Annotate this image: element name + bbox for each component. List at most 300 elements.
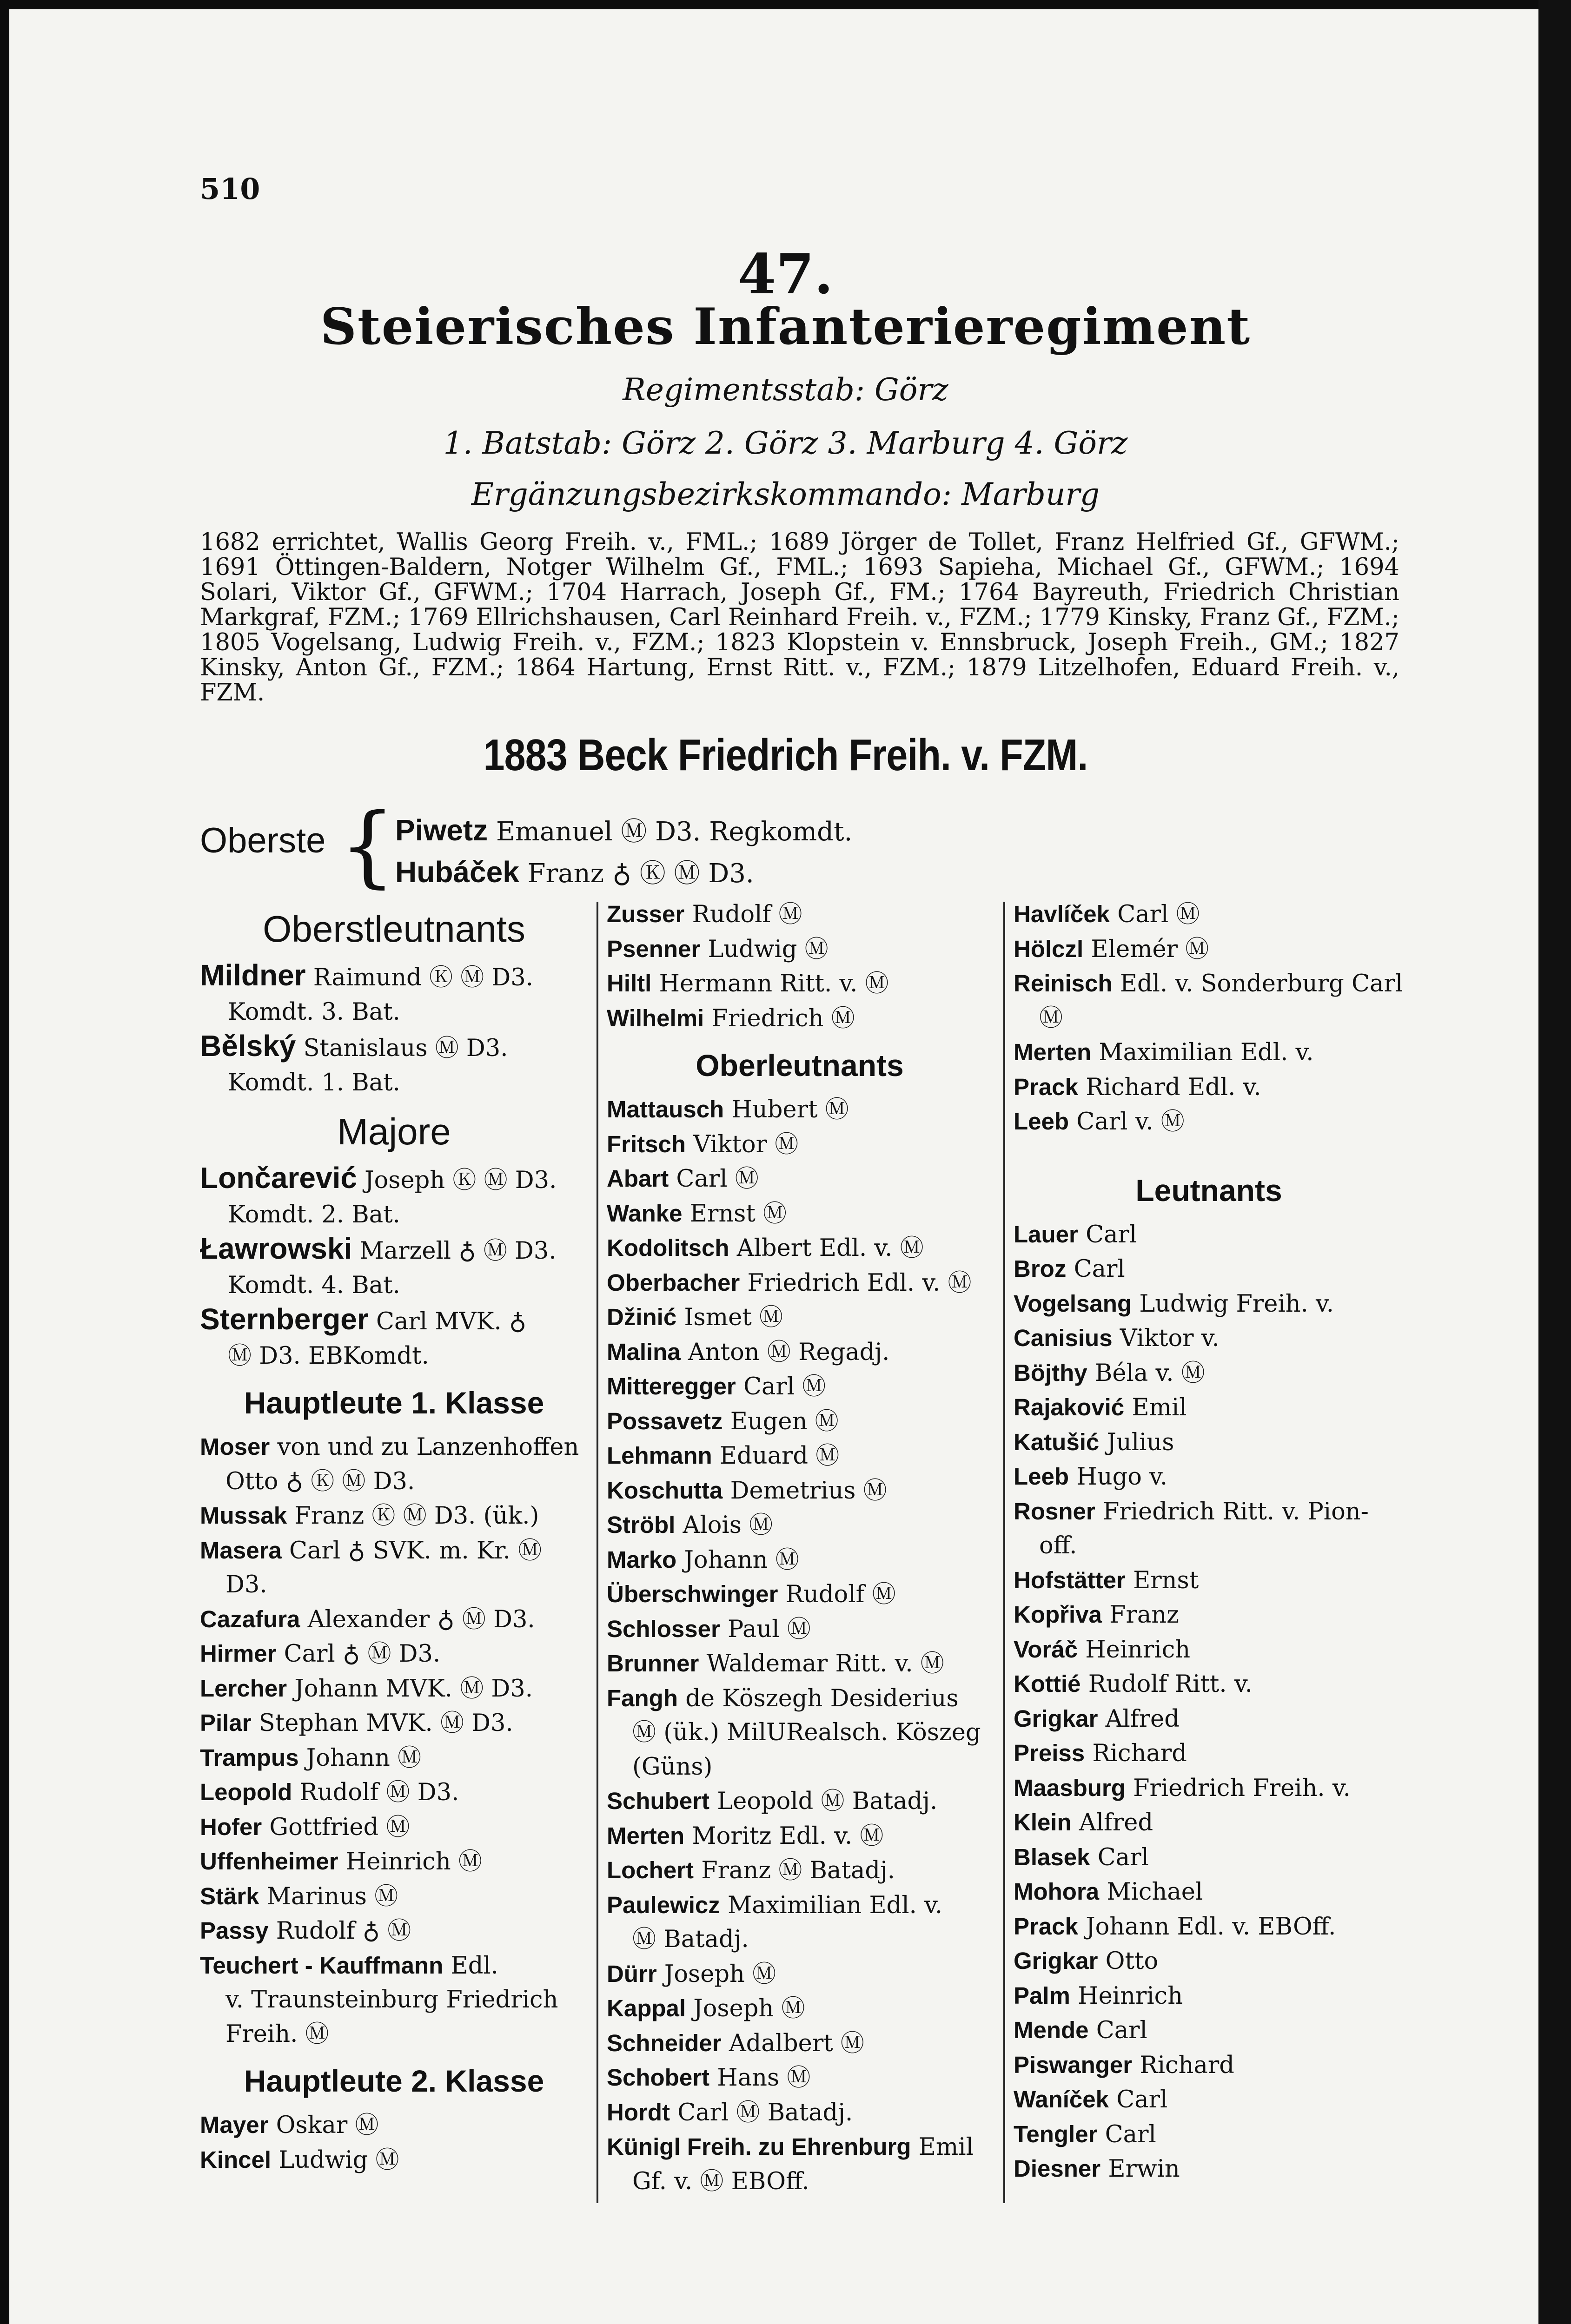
officer-entry — [1014, 1070, 1404, 1105]
officer-name: Kottié — [1014, 1670, 1081, 1697]
officer-detail: Alfred — [1105, 1705, 1180, 1733]
officer-entry — [1014, 1459, 1404, 1494]
officer-detail: Carl — [1086, 1221, 1137, 1248]
regiment-title: Steierisches Infanterieregiment — [320, 297, 1251, 356]
officer-entry — [1014, 1563, 1404, 1598]
officer-entry — [607, 1473, 993, 1508]
officer-entry — [200, 2143, 588, 2178]
officer-detail: Friedrich Ⓜ — [711, 1004, 855, 1032]
officer-name: Klein — [1014, 1809, 1072, 1835]
officer-entry — [200, 958, 588, 995]
entry-continuation: v. Traunsteinburg Friedrich — [225, 1986, 558, 2014]
officer-name: Paulewicz — [607, 1891, 720, 1918]
officer-name: Lončarević — [200, 1161, 357, 1195]
officer-detail: Friedrich Edl. v. Ⓜ — [747, 1269, 972, 1297]
officer-name: Leopold — [200, 1779, 292, 1805]
officer-entry — [1014, 1805, 1404, 1840]
officer-name: Hofer — [200, 1813, 262, 1840]
officer-name: Stärk — [200, 1882, 259, 1909]
officer-detail: Oskar Ⓜ — [276, 2112, 379, 2139]
officer-name: Ławrowski — [200, 1232, 352, 1265]
officer-detail: Maximilian Edl. v. — [728, 1891, 943, 1919]
section-heading: Oberleutnants — [696, 1048, 904, 1083]
entry-continuation: Freih. Ⓜ — [225, 2020, 329, 2048]
officer-detail: Franz Ⓜ Batadj. — [701, 1857, 895, 1884]
officer-name: Canisius — [1014, 1325, 1113, 1351]
officer-entry — [607, 1819, 993, 1854]
entry-continuation: Otto ♁ Ⓚ Ⓜ D3. — [225, 1467, 415, 1495]
officer-detail: Alexander ♁ Ⓜ D3. — [307, 1605, 535, 1633]
officer-entry — [1014, 1702, 1404, 1736]
officer-name: Merten — [607, 1822, 685, 1849]
officer-name: Böjthy — [1014, 1359, 1087, 1386]
oberleutnants-continued — [1014, 897, 1404, 1139]
officer-detail: Rudolf Ⓜ D3. — [299, 1779, 459, 1806]
officer-detail: Paul Ⓜ — [728, 1615, 811, 1643]
officer-name: Fritsch — [607, 1130, 686, 1157]
column-3 — [1014, 897, 1404, 2186]
officer-entry — [607, 1508, 993, 1543]
column-1 — [200, 897, 588, 2177]
officer-detail-line: Ⓜ D3. EBKomdt. — [228, 1342, 429, 1370]
officer-detail: Richard — [1140, 2051, 1234, 2079]
officer-entry — [1014, 1875, 1404, 1909]
officer-name: Vogelsang — [1014, 1290, 1132, 1317]
officer-entry — [607, 1991, 993, 2026]
officer-name: Palm — [1014, 1982, 1070, 2009]
officer-entry — [200, 1499, 588, 1533]
officer-detail: Michael — [1107, 1878, 1203, 1906]
officer-name: Maasburg — [1014, 1774, 1126, 1801]
officer-detail: Franz — [1109, 1601, 1179, 1629]
officer-detail: Rudolf Ⓜ — [692, 901, 802, 928]
officer-entry — [1014, 897, 1404, 932]
officer-detail: Carl Ⓜ — [1117, 901, 1200, 928]
officer-detail: Edl. v. Sonderburg Carl — [1120, 970, 1403, 997]
officer-detail: Johann Ⓜ — [306, 1744, 422, 1772]
section-heading: Hauptleute 1. Klasse — [244, 1386, 544, 1420]
officer-detail: Carl ♁ SVK. m. Kr. Ⓜ — [289, 1537, 542, 1565]
officer-name: Prack — [1014, 1913, 1078, 1940]
officer-detail: Béla v. Ⓜ — [1094, 1359, 1205, 1387]
officer-entry — [1014, 1494, 1404, 1529]
officer-name: Tengler — [1014, 2120, 1098, 2147]
officer-detail: Emil — [1132, 1394, 1187, 1421]
officer-entry — [1014, 1356, 1404, 1391]
officer-name: Mitteregger — [607, 1373, 736, 1400]
officer-detail: Carl MVK. ♁ — [376, 1308, 527, 1335]
section-heading: Oberstleutnants — [263, 908, 525, 950]
officer-entry — [1014, 1979, 1404, 2014]
officer-entry — [607, 1300, 993, 1335]
officer-entry — [200, 1602, 588, 1637]
officer-entry — [200, 1232, 588, 1268]
officer-name: Mende — [1014, 2017, 1089, 2043]
section-heading: Hauptleute 2. Klasse — [244, 2064, 544, 2098]
officer-name: Leeb — [1014, 1108, 1069, 1135]
officer-detail: Franz Ⓚ Ⓜ D3. (ük.) — [294, 1502, 539, 1530]
officer-entry — [607, 2060, 993, 2095]
officer-entry — [607, 2130, 993, 2165]
column-rule — [597, 902, 598, 2203]
officer-name: Bělský — [200, 1029, 296, 1063]
officer-detail: Richard Edl. v. — [1086, 1073, 1261, 1101]
officer-name: Lercher — [200, 1675, 287, 1702]
officer-name: Broz — [1014, 1255, 1067, 1282]
officer-entry — [1014, 1252, 1404, 1287]
officer-name: Possavetz — [607, 1407, 723, 1434]
officer-name: Mildner — [200, 958, 306, 992]
officer-entry — [1014, 1217, 1404, 1252]
officer-name: Voráč — [1014, 1636, 1078, 1663]
officer-detail: Johann MVK. Ⓜ D3. — [294, 1675, 533, 1703]
entry-continuation: Ⓜ — [1039, 1004, 1063, 1032]
officer-detail: Carl — [1096, 2017, 1147, 2044]
officer-entry — [607, 1439, 993, 1473]
officer-name: Hirmer — [200, 1640, 277, 1667]
officer-entry — [1014, 1287, 1404, 1321]
officer-detail: Friedrich Ritt. v. Pion- — [1102, 1498, 1369, 1525]
officer-detail: Viktor v. — [1120, 1325, 1220, 1352]
oberst-row — [395, 853, 754, 890]
officer-name: Überschwinger — [607, 1581, 778, 1607]
officer-detail: Hermann Ritt. v. Ⓜ — [659, 970, 889, 997]
officer-detail: Carl — [1074, 1255, 1125, 1283]
entry-continuation: D3. — [225, 1571, 267, 1598]
officer-detail-line: Komdt. 1. Bat. — [228, 1069, 400, 1096]
officer-detail: Carl v. Ⓜ — [1076, 1108, 1185, 1136]
officer-name: Dürr — [607, 1960, 657, 1987]
officer-entry — [200, 2108, 588, 2143]
entry-continuation: (Güns) — [632, 1753, 713, 1781]
officer-name: Grigkar — [1014, 1705, 1098, 1732]
officer-detail: Otto — [1105, 1948, 1159, 1975]
entry-continuation: Ⓜ Batadj. — [632, 1926, 749, 1953]
officer-entry — [607, 1404, 993, 1439]
officer-name: Mussak — [200, 1502, 287, 1529]
officer-name: Reinisch — [1014, 970, 1113, 997]
regiment-history: 1682 errichtet, Wallis Georg Freih. v., FML.; 1689 Jörger de Tollet, Franz Helfried Gf., GFWM.; 1691 Öttingen-Baldern, Notger Wilhelm Gf., FML.; 1693 Sapieha, Michael Gf., GFWM.; 1694 Solari, Viktor Gf., GFWM.; 1704 Harrach, Joseph Gf., FM.; 1764 Bayreuth, Friedrich Christian Markgraf, FZM.; 1769 Ellrichshausen, Carl Reinhard Freih. v., FZM.; 1779 Kinsky, Franz Gf., FZM.; 1805 Vogelsang, Ludwig Freih. v., FZM.; 1823 Klopstein v. Ennsbruck, Joseph Freih., GM.; 1827 Kinsky, Anton Gf., FZM.; 1864 Hartung, Ernst Ritt. v., FZM.; 1879 Litzelhofen, Eduard Freih. v., FZM. — [200, 528, 1399, 706]
officer-name: Koschutta — [607, 1477, 723, 1504]
officer-name: Diesner — [1014, 2155, 1101, 2182]
officer-detail: Johann Edl. v. EBOff. — [1086, 1913, 1336, 1941]
section-heading: Majore — [337, 1111, 451, 1152]
officer-name: Zusser — [607, 901, 685, 927]
officer-entry — [607, 966, 993, 1001]
officer-detail: Marzell ♁ Ⓜ D3. — [359, 1237, 557, 1265]
officer-detail: Edl. — [451, 1952, 498, 1980]
hauptleute2-list — [200, 2108, 588, 2177]
officer-entry — [607, 1231, 993, 1266]
officer-detail: Marinus Ⓜ — [266, 1882, 398, 1910]
officer-entry — [200, 1706, 588, 1741]
officer-name: Oberbacher — [607, 1269, 740, 1296]
officer-entry — [607, 1335, 993, 1370]
entry-continuation: off. — [1039, 1532, 1077, 1559]
officer-name: Schubert — [607, 1788, 710, 1814]
officer-name: Teuchert - Kauffmann — [200, 1952, 444, 1979]
officer-name: Mohora — [1014, 1878, 1100, 1905]
officer-entry — [607, 1543, 993, 1578]
officer-name: Džinić — [607, 1304, 677, 1330]
officer-detail: Rudolf ♁ Ⓜ — [276, 1917, 411, 1945]
officer-name: Mattausch — [607, 1096, 724, 1122]
officer-entry — [1014, 1909, 1404, 1944]
officer-entry — [200, 1948, 588, 1983]
officer-detail: Ludwig Ⓜ — [278, 2146, 399, 2174]
section-heading: Leutnants — [1135, 1173, 1282, 1208]
officer-name: Rajaković — [1014, 1394, 1125, 1420]
officer-name: Marko — [607, 1546, 677, 1573]
officer-name: Merten — [1014, 1039, 1092, 1065]
battalion-stations: 1. Batstab: Görz 2. Görz 3. Marburg 4. Görz — [443, 425, 1128, 461]
officer-detail: Maximilian Edl. v. — [1099, 1039, 1314, 1066]
officer-entry — [1014, 1321, 1404, 1356]
officer-entry — [607, 1888, 993, 1923]
officer-detail: Franz ♁ Ⓚ Ⓜ D3. — [527, 858, 754, 889]
officer-entry — [1014, 2117, 1404, 2152]
officer-name: Mayer — [200, 2112, 269, 2138]
officer-detail: Carl — [1116, 2086, 1168, 2113]
officer-detail: Alois Ⓜ — [683, 1512, 773, 1539]
officer-detail: Joseph Ⓚ Ⓜ D3. — [365, 1167, 557, 1194]
officer-entry — [607, 2095, 993, 2130]
officer-detail: von und zu Lanzenhoffen — [277, 1433, 579, 1461]
officer-name: Trampus — [200, 1744, 299, 1771]
brace-icon: { — [339, 794, 396, 897]
officer-name: Hubáček — [395, 855, 519, 889]
oberleutnants-list — [607, 1092, 993, 2199]
regiment-number: 47. — [737, 242, 834, 306]
officer-detail: Joseph Ⓜ — [693, 1995, 805, 2022]
entry-continuation: Ⓜ (ük.) MilURealsch. Köszeg — [632, 1719, 981, 1746]
officer-detail: Ernst Ⓜ — [689, 1200, 787, 1228]
officer-entry — [607, 1681, 993, 1716]
officer-detail: Rudolf Ritt. v. — [1088, 1670, 1253, 1698]
officer-name: Prack — [1014, 1073, 1078, 1100]
officer-name: Leeb — [1014, 1463, 1069, 1490]
officer-name: Kopřiva — [1014, 1601, 1102, 1628]
officer-detail: Ludwig Ⓜ — [708, 935, 829, 963]
officer-detail-line: Komdt. 4. Bat. — [228, 1271, 400, 1299]
officer-name: Preiss — [1014, 1740, 1085, 1766]
officer-detail: Eduard Ⓜ — [719, 1442, 840, 1470]
officer-entry — [607, 1092, 993, 1127]
officer-entry — [200, 1637, 588, 1671]
officer-name: Kappal — [607, 1995, 686, 2021]
officer-detail: Carl — [1097, 1843, 1149, 1871]
officer-name: Psenner — [607, 935, 701, 962]
officer-entry — [200, 1879, 588, 1914]
officer-entry — [1014, 1667, 1404, 1702]
officer-entry — [200, 1430, 588, 1465]
officer-name: Schlosser — [607, 1615, 720, 1642]
officer-name: Abart — [607, 1165, 669, 1192]
officer-entry — [200, 1671, 588, 1706]
officer-detail: Emil — [918, 2133, 974, 2161]
officer-detail: Ernst — [1133, 1566, 1199, 1594]
officer-detail: Hugo v. — [1076, 1463, 1168, 1491]
officer-entry — [1014, 1598, 1404, 1632]
officer-detail: Stephan MVK. Ⓜ D3. — [259, 1710, 513, 1737]
officer-entry — [607, 1577, 993, 1612]
officer-detail: Demetrius Ⓜ — [730, 1477, 887, 1505]
officer-entry — [200, 1844, 588, 1879]
officer-detail: Richard — [1092, 1740, 1187, 1767]
officer-detail: Johann Ⓜ — [684, 1546, 799, 1574]
oberst-row — [395, 811, 852, 848]
officer-name: Hiltl — [607, 970, 652, 997]
officer-entry — [607, 932, 993, 967]
officer-name: Uffenheimer — [200, 1848, 338, 1875]
supplement-command: Ergänzungsbezirkskommando: Marburg — [471, 476, 1100, 512]
officer-entry — [200, 1302, 588, 1339]
officer-entry — [607, 1853, 993, 1888]
officer-name: Waníček — [1014, 2086, 1109, 2113]
hauptleute2-continued — [607, 897, 993, 1036]
officer-detail: Carl Ⓜ — [743, 1373, 826, 1400]
officer-detail-line: Komdt. 2. Bat. — [228, 1201, 400, 1228]
officer-name: Havlíček — [1014, 901, 1110, 927]
hauptleute1-list — [200, 1430, 588, 2051]
officer-entry — [1014, 1632, 1404, 1667]
column-2 — [607, 897, 993, 2199]
officer-entry — [200, 1914, 588, 1948]
officer-name: Grigkar — [1014, 1948, 1098, 1974]
officer-detail: Joseph Ⓜ — [664, 1960, 776, 1988]
officer-detail: de Köszegh Desiderius — [685, 1684, 959, 1712]
officer-entry — [607, 1127, 993, 1162]
officer-detail: Hubert Ⓜ — [731, 1096, 849, 1123]
officer-entry — [1014, 1840, 1404, 1875]
officer-entry — [607, 1612, 993, 1647]
officer-entry — [607, 1266, 993, 1301]
officer-name: Lochert — [607, 1857, 694, 1883]
officer-detail: Carl — [1105, 2120, 1156, 2148]
officer-entry — [1014, 966, 1404, 1001]
officer-detail: Carl Ⓜ Batadj. — [677, 2099, 853, 2126]
officer-name: Hofstätter — [1014, 1566, 1126, 1593]
officer-name: Künigl Freih. zu Ehrenburg — [607, 2133, 911, 2160]
officer-name: Kodolitsch — [607, 1235, 729, 1261]
officer-entry — [1014, 2048, 1404, 2083]
officer-detail: Heinrich — [1085, 1636, 1191, 1664]
officer-name: Piwetz — [395, 813, 488, 847]
officer-detail: Alfred — [1079, 1809, 1153, 1836]
officer-name: Malina — [607, 1338, 681, 1365]
officer-detail: Friedrich Freih. v. — [1133, 1774, 1351, 1802]
officer-name: Fangh — [607, 1684, 678, 1711]
officer-name: Pilar — [200, 1710, 252, 1736]
officer-name: Passy — [200, 1917, 269, 1944]
officer-entry — [1014, 1390, 1404, 1425]
officer-detail: Leopold Ⓜ Batadj. — [717, 1788, 938, 1815]
officer-name: Katušić — [1014, 1428, 1100, 1455]
officer-name: Masera — [200, 1537, 282, 1564]
officer-name: Ströbl — [607, 1512, 676, 1538]
officer-detail: Carl Ⓜ — [676, 1165, 759, 1193]
officer-entry — [607, 1646, 993, 1681]
officer-name: Hölczl — [1014, 935, 1084, 962]
officer-detail-line: Komdt. 3. Bat. — [228, 998, 400, 1026]
officer-detail: Heinrich Ⓜ — [345, 1848, 482, 1875]
officer-name: Wanke — [607, 1200, 683, 1227]
officer-detail: Albert Edl. v. Ⓜ — [736, 1235, 924, 1262]
column-rule — [1003, 902, 1005, 2203]
officer-entry — [200, 1161, 588, 1198]
regiment-staff: Regimentsstab: Görz — [623, 372, 948, 408]
officer-name: Blasek — [1014, 1843, 1090, 1870]
officer-detail: Emanuel Ⓜ D3. Regkomdt. — [496, 817, 853, 847]
officer-name: Lehmann — [607, 1442, 712, 1469]
officer-detail: Adalbert Ⓜ — [729, 2029, 864, 2057]
officer-entry — [607, 1001, 993, 1036]
officer-entry — [200, 1741, 588, 1776]
officer-entry — [1014, 1944, 1404, 1979]
officer-name: Wilhelmi — [607, 1004, 704, 1031]
officer-detail: Rudolf Ⓜ — [785, 1581, 896, 1608]
officer-detail: Heinrich — [1078, 1982, 1183, 2010]
officer-detail: Julius — [1107, 1428, 1174, 1456]
officer-entry — [200, 1029, 588, 1066]
officer-entry — [200, 1810, 588, 1845]
officer-detail: Anton Ⓜ Regadj. — [688, 1338, 890, 1366]
officer-entry — [607, 1957, 993, 1992]
officer-name: Cazafura — [200, 1605, 300, 1632]
officer-detail: Ismet Ⓜ — [684, 1304, 783, 1331]
officer-entry — [1014, 2152, 1404, 2186]
officer-entry — [1014, 2013, 1404, 2048]
officer-name: Brunner — [607, 1650, 699, 1677]
officer-detail: Carl ♁ Ⓜ D3. — [284, 1640, 441, 1668]
officer-name: Lauer — [1014, 1221, 1078, 1248]
officer-detail: Waldemar Ritt. v. Ⓜ — [706, 1650, 944, 1677]
officer-entry — [1014, 2082, 1404, 2117]
officer-name: Moser — [200, 1433, 270, 1460]
officer-detail: Gottfried Ⓜ — [269, 1813, 410, 1841]
officer-name: Hordt — [607, 2099, 670, 2126]
officer-detail: Viktor Ⓜ — [693, 1130, 799, 1158]
officer-entry — [200, 1775, 588, 1810]
officer-detail: Eugen Ⓜ — [730, 1407, 839, 1435]
officer-name: Piswanger — [1014, 2051, 1133, 2078]
page-number: 510 — [200, 172, 260, 206]
entry-continuation: Gf. v. Ⓜ EBOff. — [632, 2167, 809, 2195]
officer-detail: Stanislaus Ⓜ D3. — [303, 1035, 508, 1062]
officer-entry — [1014, 932, 1404, 967]
officer-entry — [607, 897, 993, 932]
officer-entry — [607, 1162, 993, 1196]
officer-entry — [607, 1196, 993, 1231]
officer-entry — [1014, 1771, 1404, 1806]
officer-name: Rosner — [1014, 1498, 1095, 1525]
officer-detail: Erwin — [1108, 2155, 1180, 2183]
oberste-label: Oberste — [200, 821, 326, 860]
officer-entry — [1014, 1035, 1404, 1070]
officer-entry — [607, 1784, 993, 1819]
officer-entry — [1014, 1736, 1404, 1771]
officer-detail: Elemér Ⓜ — [1091, 935, 1209, 963]
officer-name: Schobert — [607, 2064, 710, 2091]
officer-detail: Moritz Edl. v. Ⓜ — [692, 1822, 884, 1850]
officer-detail: Hans Ⓜ — [717, 2064, 811, 2092]
officer-name: Sternberger — [200, 1302, 369, 1336]
officer-detail: Raimund Ⓚ Ⓜ D3. — [313, 964, 533, 991]
officer-detail: Ludwig Freih. v. — [1139, 1290, 1334, 1318]
officer-name: Schneider — [607, 2029, 722, 2056]
regiment-inhaber: 1883 Beck Friedrich Freih. v. FZM. — [483, 730, 1088, 780]
officer-entry — [200, 1533, 588, 1568]
